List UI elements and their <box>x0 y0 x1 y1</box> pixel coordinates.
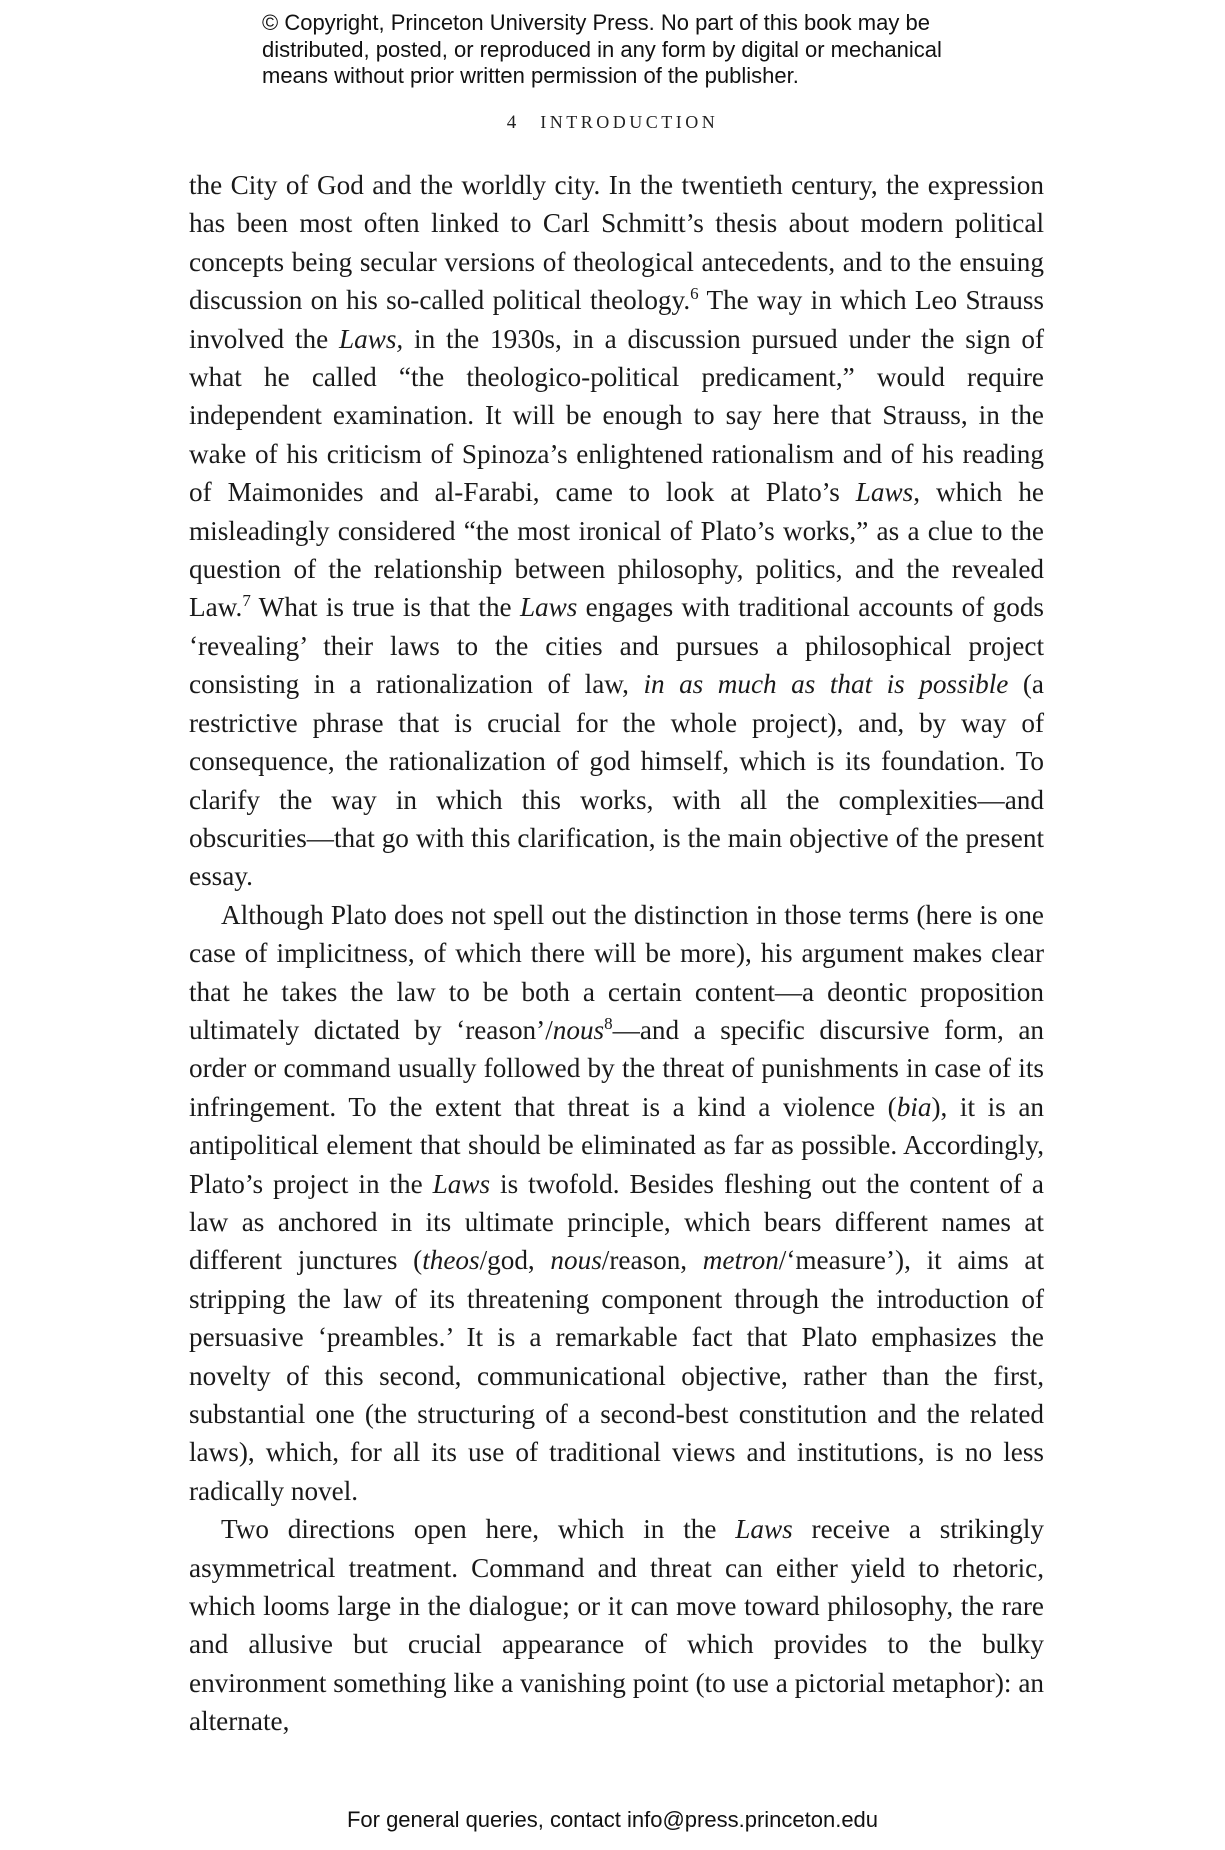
text-run: The way in which Leo Strauss involved the <box>189 285 1044 354</box>
text-run: , which he misleadingly considered “the most ironical of Plato’s works,” as a clue to the question of the relationship between philosophy, politics, and the revealed Law. <box>189 477 1044 623</box>
text-run: engages with traditional accounts of gods ‘revealing’ their laws to the cities and pursues a philosophical project consisting in a rationalization of law, <box>189 592 1045 700</box>
copyright-notice <box>262 10 1022 90</box>
copyright-line: distributed, posted, or reproduced in any form by digital or mechanical <box>262 36 942 62</box>
running-head <box>0 112 1225 134</box>
footer-contact: For general queries, contact info@press.princeton.edu <box>346 1807 879 1832</box>
text-run: in the 1930s, in a discussion pursued under the sign of what he called “the theologico-political predicament,” would require independent examination. It will be enough to say here that Strauss, in the wake of his criticism of Spinoza’s enlightened rationalism and of his reading of Maimonides and al-Farabi, came to look at Plato’s <box>189 323 1045 508</box>
running-head-title: INTRODUCTION <box>540 112 719 132</box>
italic-run: nous <box>550 1245 602 1276</box>
italic-run: Laws, <box>339 323 404 354</box>
text-run: Although Plato does not spell out the distinction in those terms (here is one case of implicitness, of which there will be more), his argument makes clear that he takes the law to be both a certain content—a deontic proposition ultimately dictated by ‘reason’/ <box>189 899 1044 1045</box>
italic-run: bia <box>896 1091 932 1122</box>
italic-run: metron <box>702 1245 779 1276</box>
copyright-line: © Copyright, Princeton University Press. No part of this book may be <box>262 10 930 35</box>
text-run: Two directions open here, which in the <box>221 1514 736 1545</box>
footnote-marker-7: 7 <box>242 591 251 611</box>
text-run: the City of God and the worldly city. In the twentieth century, the expression has been most often linked to Carl Schmitt’s thesis about modern political concepts being secular versions of theological antecedents, and to the ensuing discussion on his so-called political theology. <box>189 170 1044 316</box>
italic-run: Laws <box>855 477 914 508</box>
footnote-marker-6: 6 <box>690 284 699 304</box>
text-run: What is true is that the <box>250 592 520 623</box>
text-run: /god, <box>479 1245 551 1276</box>
footnote-marker-8: 8 <box>604 1013 613 1033</box>
italic-run: Laws <box>432 1168 491 1199</box>
italic-run: nous <box>552 1014 605 1045</box>
text-run: /‘measure’), it aims at stripping the law of its threatening component through the introduction of persuasive ‘preambles.’ It is a remarkable fact that Plato emphasizes the novelty of this second, communicational objective, rather than the first, substantial one (the structuring of a second-best constitution and the related laws), which, for all its use of traditional views and institutions, is no less radically novel. <box>189 1245 1045 1506</box>
text-run: ), it is an antipolitical element that should be eliminated as far as possible. Accordingly, Plato’s project in the <box>189 1091 1044 1199</box>
page-number: 4 <box>506 112 517 133</box>
body-text <box>189 166 1044 1741</box>
paragraph-2 <box>189 896 1044 1511</box>
paragraph-3 <box>189 1510 1044 1740</box>
text-run: is twofold. Besides fleshing out the content of a law as anchored in its ultimate principle, which bears different names at different junctures ( <box>189 1168 1044 1276</box>
italic-run: Laws <box>735 1514 793 1545</box>
italic-run: theos <box>422 1245 480 1276</box>
copyright-line: means without prior written permission of the publisher. <box>262 63 799 88</box>
text-run: /reason, <box>601 1245 703 1276</box>
text-run: (a restrictive phrase that is crucial for the whole project), and, by way of consequence, the rationalization of god himself, which is its foundation. To clarify the way in which this works, with all the complexities—and obscurities—that go with this clarification, is the main objective of the present essay. <box>189 669 1044 892</box>
italic-run: in as much as that is possible <box>643 669 1009 700</box>
text-run: —and a specific discursive form, an order or command usually followed by the threat of punishments in case of its infringement. To the extent that threat is a kind a violence ( <box>189 1014 1045 1122</box>
italic-run: Laws <box>519 592 578 623</box>
paragraph-1 <box>189 166 1044 896</box>
text-run: receive a strikingly asymmetrical treatment. Command and threat can either yield to rhetoric, which looms large in the dialogue; or it can move toward philosophy, the rare and allusive but crucial appearance of which provides to the bulky environment something like a vanishing point (to use a pictorial metaphor): an alternate, <box>189 1514 1044 1737</box>
